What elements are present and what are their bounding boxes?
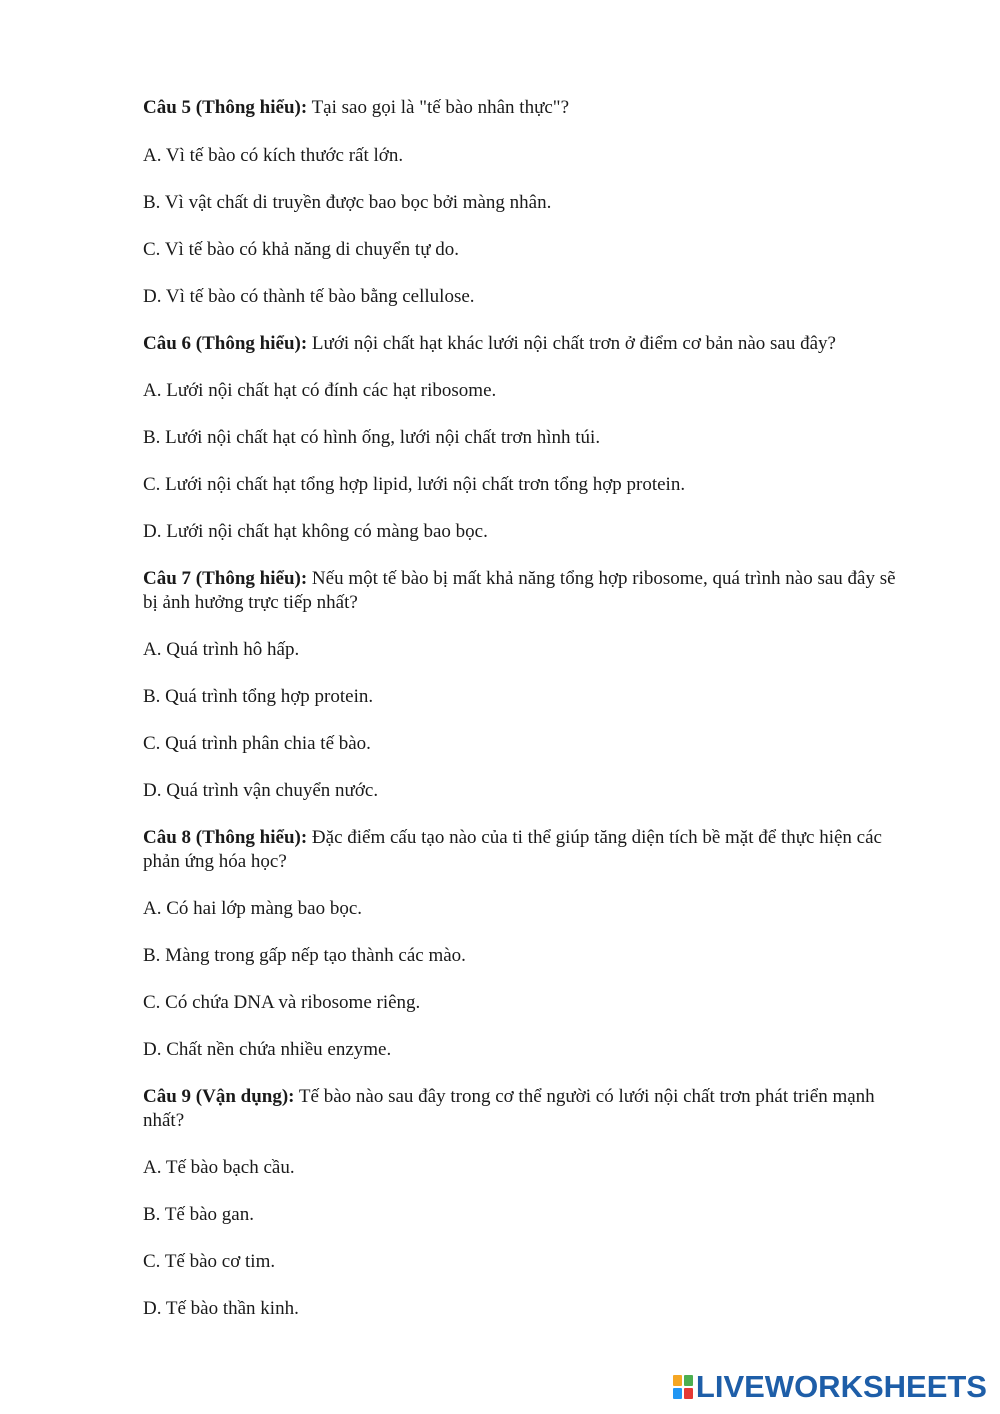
logo-square xyxy=(684,1375,693,1386)
question-text: Đặc điểm cấu tạo nào của ti thể giúp tăng diện tích bề mặt để thực hiện các phản ứng hóa học? xyxy=(143,827,882,872)
question-label: Câu 8 (Thông hiểu): xyxy=(143,827,308,848)
worksheet-page xyxy=(143,96,903,1344)
answer-option-a[interactable]: A. Có hai lớp màng bao bọc. xyxy=(143,898,363,919)
question-text: Nếu một tế bào bị mất khả năng tổng hợp ribosome, quá trình nào sau đây sẽ bị ảnh hưởng trực tiếp nhất? xyxy=(143,568,896,613)
question-label: Câu 6 (Thông hiểu): xyxy=(143,332,308,354)
answer-option-c[interactable]: C. Vì tế bào có khả năng di chuyển tự do. xyxy=(143,238,459,260)
logo-square xyxy=(684,1388,693,1399)
answer-option-b[interactable]: B. Lưới nội chất hạt có hình ống, lưới nội chất trơn hình túi. xyxy=(143,427,601,448)
question-7 xyxy=(143,567,903,803)
answer-option-c[interactable]: C. Quá trình phân chia tế bào. xyxy=(143,733,371,754)
answer-option-b[interactable]: B. Quá trình tổng hợp protein. xyxy=(143,686,374,707)
question-text: Tại sao gọi là "tế bào nhân thực"? xyxy=(307,97,569,118)
answer-option-a[interactable]: A. Quá trình hô hấp. xyxy=(143,639,300,660)
answer-option-d[interactable]: D. Chất nền chứa nhiều enzyme. xyxy=(143,1039,392,1060)
question-8 xyxy=(143,826,903,1062)
question-stem xyxy=(143,1085,903,1132)
answer-option-b[interactable]: B. Tế bào gan. xyxy=(143,1204,254,1225)
question-9 xyxy=(143,1085,903,1321)
answer-option-d[interactable]: D. Lưới nội chất hạt không có màng bao bọc. xyxy=(143,521,488,542)
logo-square xyxy=(673,1375,682,1386)
answer-option-c[interactable]: C. Tế bào cơ tim. xyxy=(143,1251,276,1272)
question-6 xyxy=(143,332,903,544)
answer-option-c[interactable]: C. Có chứa DNA và ribosome riêng. xyxy=(143,992,421,1013)
question-stem xyxy=(143,332,903,356)
liveworksheets-logo[interactable] xyxy=(673,1370,987,1404)
answer-option-a[interactable]: A. Vì tế bào có kích thước rất lớn. xyxy=(143,144,404,166)
answer-option-c[interactable]: C. Lưới nội chất hạt tổng hợp lipid, lưới nội chất trơn tổng hợp protein. xyxy=(143,474,686,495)
liveworksheets-mark-icon xyxy=(673,1375,693,1399)
logo-text: LIVEWORKSHEETS xyxy=(695,1369,987,1404)
answer-option-a[interactable]: A. Tế bào bạch cầu. xyxy=(143,1157,295,1178)
question-stem xyxy=(143,826,903,873)
logo-square xyxy=(673,1388,682,1399)
question-label: Câu 5 (Thông hiểu): xyxy=(143,97,308,118)
question-label: Câu 9 (Vận dụng): xyxy=(143,1086,295,1107)
question-text: Lưới nội chất hạt khác lưới nội chất trơn ở điểm cơ bản nào sau đây? xyxy=(307,332,836,354)
question-5 xyxy=(143,96,903,308)
answer-option-b[interactable]: B. Màng trong gấp nếp tạo thành các mào. xyxy=(143,945,466,966)
answer-option-a[interactable]: A. Lưới nội chất hạt có đính các hạt ribosome. xyxy=(143,380,497,401)
question-label: Câu 7 (Thông hiểu): xyxy=(143,568,308,589)
answer-option-d[interactable]: D. Vì tế bào có thành tế bào bằng cellulose. xyxy=(143,285,475,307)
answer-option-d[interactable]: D. Quá trình vận chuyển nước. xyxy=(143,780,379,801)
question-stem xyxy=(143,567,903,614)
answer-option-b[interactable]: B. Vì vật chất di truyền được bao bọc bởi màng nhân. xyxy=(143,191,552,213)
question-text: Tế bào nào sau đây trong cơ thể người có lưới nội chất trơn phát triển mạnh nhất? xyxy=(143,1086,875,1131)
question-stem xyxy=(143,96,903,120)
answer-option-d[interactable]: D. Tế bào thần kinh. xyxy=(143,1298,299,1319)
